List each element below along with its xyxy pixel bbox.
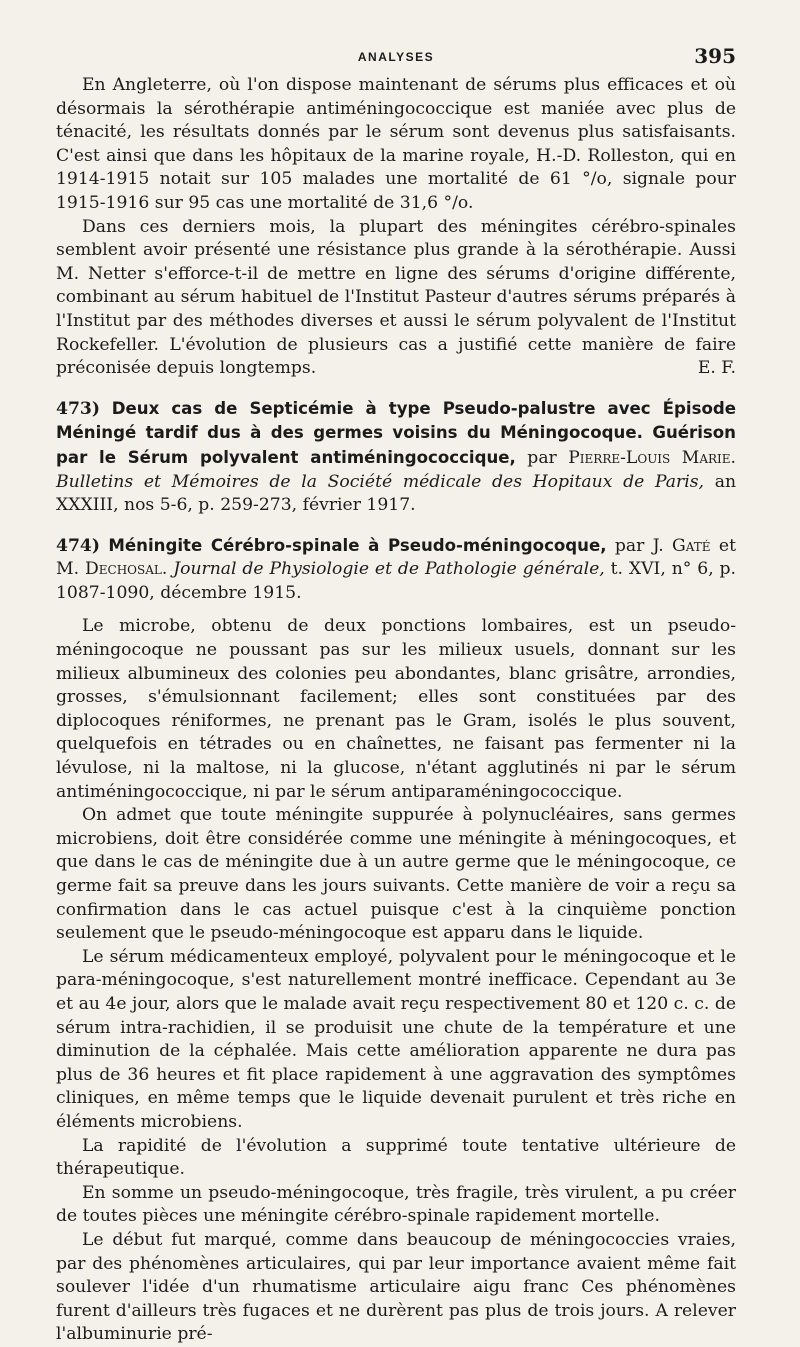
entry-author: Pierre-Louis Marie. (568, 447, 736, 468)
entry-par: par (515, 447, 569, 468)
abstract-entry-474 (56, 534, 736, 606)
entry-title: Méningite Cérébro-spinale à Pseudo-méningocoque, (108, 535, 607, 555)
entry-and: et M. (56, 535, 736, 580)
signature: E. F. (697, 358, 736, 379)
entry-title: Deux cas de Septicémie à type Pseudo-palustre avec Épisode Méningé tardif dus à des germes voisins du Méningocoque. Guérison par le Sérum polyvalent antiméningococcique, (56, 398, 736, 467)
entry-number: 473) (56, 398, 101, 419)
entry-journal: Journal de Physiologie et de Pathologie générale, (167, 559, 605, 580)
entry-par: par (606, 535, 653, 556)
body-paragraph-3: Le sérum médicamenteux employé, polyvalent pour le méningocoque et le para-méningocoque, s'est naturellement montré inefficace. Cependant au 3e et au 4e jour, alors que le malade avait reçu respectivement 80 et 120 c. c. de sérum intra-rachidien, il se produisit une chute de la température et une diminution de la céphalée. Mais cette amélioration apparente ne dura pas plus de 36 heures et fit place rapidement à une aggravation des symptômes cliniques, en même temps que le liquide devenait purulent et très riche en éléments microbiens. (56, 946, 736, 1132)
body-paragraph-6: Le début fut marqué, comme dans beaucoup de méningococcies vraies, par des phénomènes articulaires, qui par leur importance avaient même fait soulever l'idée d'un rhumatisme articulaire aigu franc Ces phénomènes furent d'ailleurs très fugaces et ne durèrent pas plus de trois jours. A relever l'albuminurie pré- (56, 1229, 736, 1345)
entry-author-1: J. Gaté (652, 535, 711, 556)
body-paragraph-1: Le microbe, obtenu de deux ponctions lombaires, est un pseudo-méningocoque ne poussant pas sur les milieux usuels, donnant sur les milieux albumineux des colonies peu abondantes, blanc grisâtre, arrondies, grosses, s'émulsionnant facilement; elles sont constituées par des diplocoques réniformes, ne prenant pas le Gram, isolés le plus souvent, quelquefois en tétrades ou en chaînettes, ne faisant pas fermenter ni la lévulose, ni la maltose, ni la glucose, n'étant agglutinés ni par le sérum antiméningococcique, ni par le sérum antiparaméningococcique. (56, 616, 736, 802)
page-number: 395 (694, 44, 736, 68)
intro-paragraph-1: En Angleterre, où l'on dispose maintenant de sérums plus efficaces et où désormais la sérothérapie antiméningococcique est maniée avec plus de ténacité, les résultats donnés par le sérum sont devenus plus satisfaisants. C'est ainsi que dans les hôpitaux de la marine royale, H.-D. Rolleston, qui en 1914-1915 notait sur 105 malades une mortalité de 61 °/o, signale pour 1915-1916 sur 95 cas une mortalité de 31,6 °/o. (56, 75, 736, 213)
abstract-entry-473 (56, 397, 736, 518)
running-head (56, 44, 736, 74)
body-paragraph-2: On admet que toute méningite suppurée à polynucléaires, sans germes microbiens, doit être considérée comme une méningite à méningocoques, et que dans le cas de méningite due à un autre germe que le méningocoque, ce germe fait sa preuve dans les jours suivants. Cette manière de voir a reçu sa confirmation dans le cas actuel puisque c'est à la cinquième ponction seulement que le pseudo-méningocoque est apparu dans le liquide. (56, 805, 736, 944)
intro-paragraph-2: Dans ces derniers mois, la plupart des méningites cérébro-spinales semblent avoir présenté une résistance plus grande à la sérothérapie. Aussi M. Netter s'efforce-t-il de mettre en ligne des sérums d'origine différente, combinant au sérum habituel de l'Institut Pasteur d'autres sérums préparés à l'Institut par des méthodes diverses et aussi le sérum polyvalent de l'Institut Rockefeller. L'évolution de plusieurs cas a justifié cette manière de faire préconisée depuis longtemps. (56, 216, 736, 379)
entry-reference: an XXXIII, nos 5-6, p. 259-273, février 1917. (56, 471, 737, 516)
entry-reference: t. XVI, n° 6, p. 1087-1090, décembre 1915. (56, 559, 737, 603)
abstract-body (56, 615, 736, 1346)
entry-author-2: Dechosal. (84, 559, 168, 580)
intro-section (56, 74, 736, 381)
body-paragraph-5: En somme un pseudo-méningocoque, très fragile, très virulent, a pu créer de toutes pièces une méningite cérébro-spinale rapidement mortelle. (56, 1182, 736, 1227)
running-head-title: ANALYSES (357, 50, 435, 64)
body-paragraph-4: La rapidité de l'évolution a supprimé toute tentative ultérieure de thérapeutique. (56, 1135, 736, 1180)
entry-number: 474) (56, 535, 101, 556)
entry-journal: Bulletins et Mémoires de la Société médicale des Hopitaux de Paris, (56, 471, 705, 492)
